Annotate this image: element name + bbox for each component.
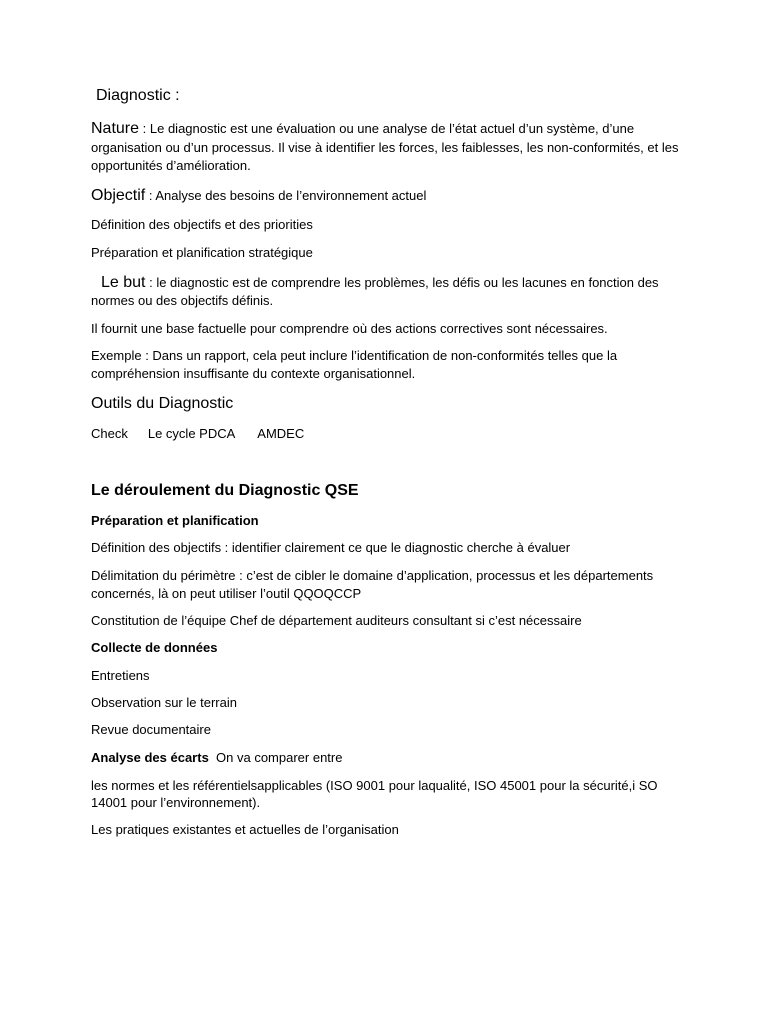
nature-text-line2: organisation ou d’un processus. Il vise à identifier les forces, les faiblesses, les non-conformités, et les — [91, 140, 679, 155]
collecte-item-2: Observation sur le terrain — [91, 695, 237, 710]
preparation-line2a: Délimitation du périmètre : c’est de cibler le domaine d’application, processus et les départements — [91, 568, 654, 583]
but-text-line2: normes ou des objectifs définis. — [91, 293, 274, 308]
but-separator: : — [145, 275, 157, 290]
analyse-paragraph — [91, 749, 342, 767]
analyse-text: On va comparer entre — [208, 750, 343, 765]
nature-paragraph — [91, 120, 634, 138]
collecte-heading: Collecte de données — [91, 640, 218, 655]
collecte-item-3: Revue documentaire — [91, 722, 211, 737]
preparation-line2b: concernés, là on peut utiliser l’outil QQOQCCP — [91, 586, 362, 601]
analyse-line2: Les pratiques existantes et actuelles de l’organisation — [91, 822, 399, 837]
but-paragraph-2: Il fournit une base factuelle pour comprendre où des actions correctives sont nécessaires. — [91, 321, 608, 336]
deroulement-heading: Le déroulement du Diagnostic QSE — [91, 482, 359, 499]
example-line2: compréhension insuffisante du contexte organisationnel. — [91, 366, 416, 381]
nature-label: Nature — [91, 120, 140, 137]
preparation-line3: Constitution de l’équipe Chef de département auditeurs consultant si c’est nécessaire — [91, 613, 582, 628]
collecte-item-1: Entretiens — [91, 668, 150, 683]
outil-check: Check — [91, 426, 128, 441]
analyse-line1b: 14001 pour l’environnement). — [91, 795, 261, 810]
objectif-label: Objectif — [91, 187, 146, 204]
outils-list — [91, 425, 304, 443]
objectif-item-2: Préparation et planification stratégique — [91, 245, 313, 260]
but-text-line1: le diagnostic est de comprendre les problèmes, les défis ou les lacunes en fonction des — [156, 275, 659, 290]
but-paragraph — [101, 274, 659, 292]
outils-heading: Outils du Diagnostic — [91, 395, 234, 412]
analyse-heading: Analyse des écarts — [91, 750, 209, 765]
example-line1: Exemple : Dans un rapport, cela peut inclure l’identification de non-conformités telles que la — [91, 348, 618, 363]
nature-separator: : — [139, 121, 150, 136]
analyse-line1a: les normes et les référentielsapplicables (ISO 9001 pour laqualité, ISO 45001 pour la sécurité,i SO — [91, 778, 658, 793]
page-title: Diagnostic : — [96, 87, 180, 104]
objectif-separator: : — [145, 188, 156, 203]
but-label: Le but — [101, 274, 146, 291]
objectif-paragraph — [91, 187, 426, 205]
preparation-heading: Préparation et planification — [91, 513, 259, 528]
nature-text-line3: opportunités d’amélioration. — [91, 158, 251, 173]
preparation-line1: Définition des objectifs : identifier clairement ce que le diagnostic cherche à évaluer — [91, 540, 571, 555]
objectif-item-1: Définition des objectifs et des priorities — [91, 217, 313, 232]
objectif-text: Analyse des besoins de l’environnement actuel — [155, 188, 427, 203]
outil-amdec: AMDEC — [257, 426, 305, 441]
nature-text-line1: Le diagnostic est une évaluation ou une analyse de l’état actuel d’un système, d’une — [149, 121, 635, 136]
outil-pdca: Le cycle PDCA — [147, 426, 236, 441]
